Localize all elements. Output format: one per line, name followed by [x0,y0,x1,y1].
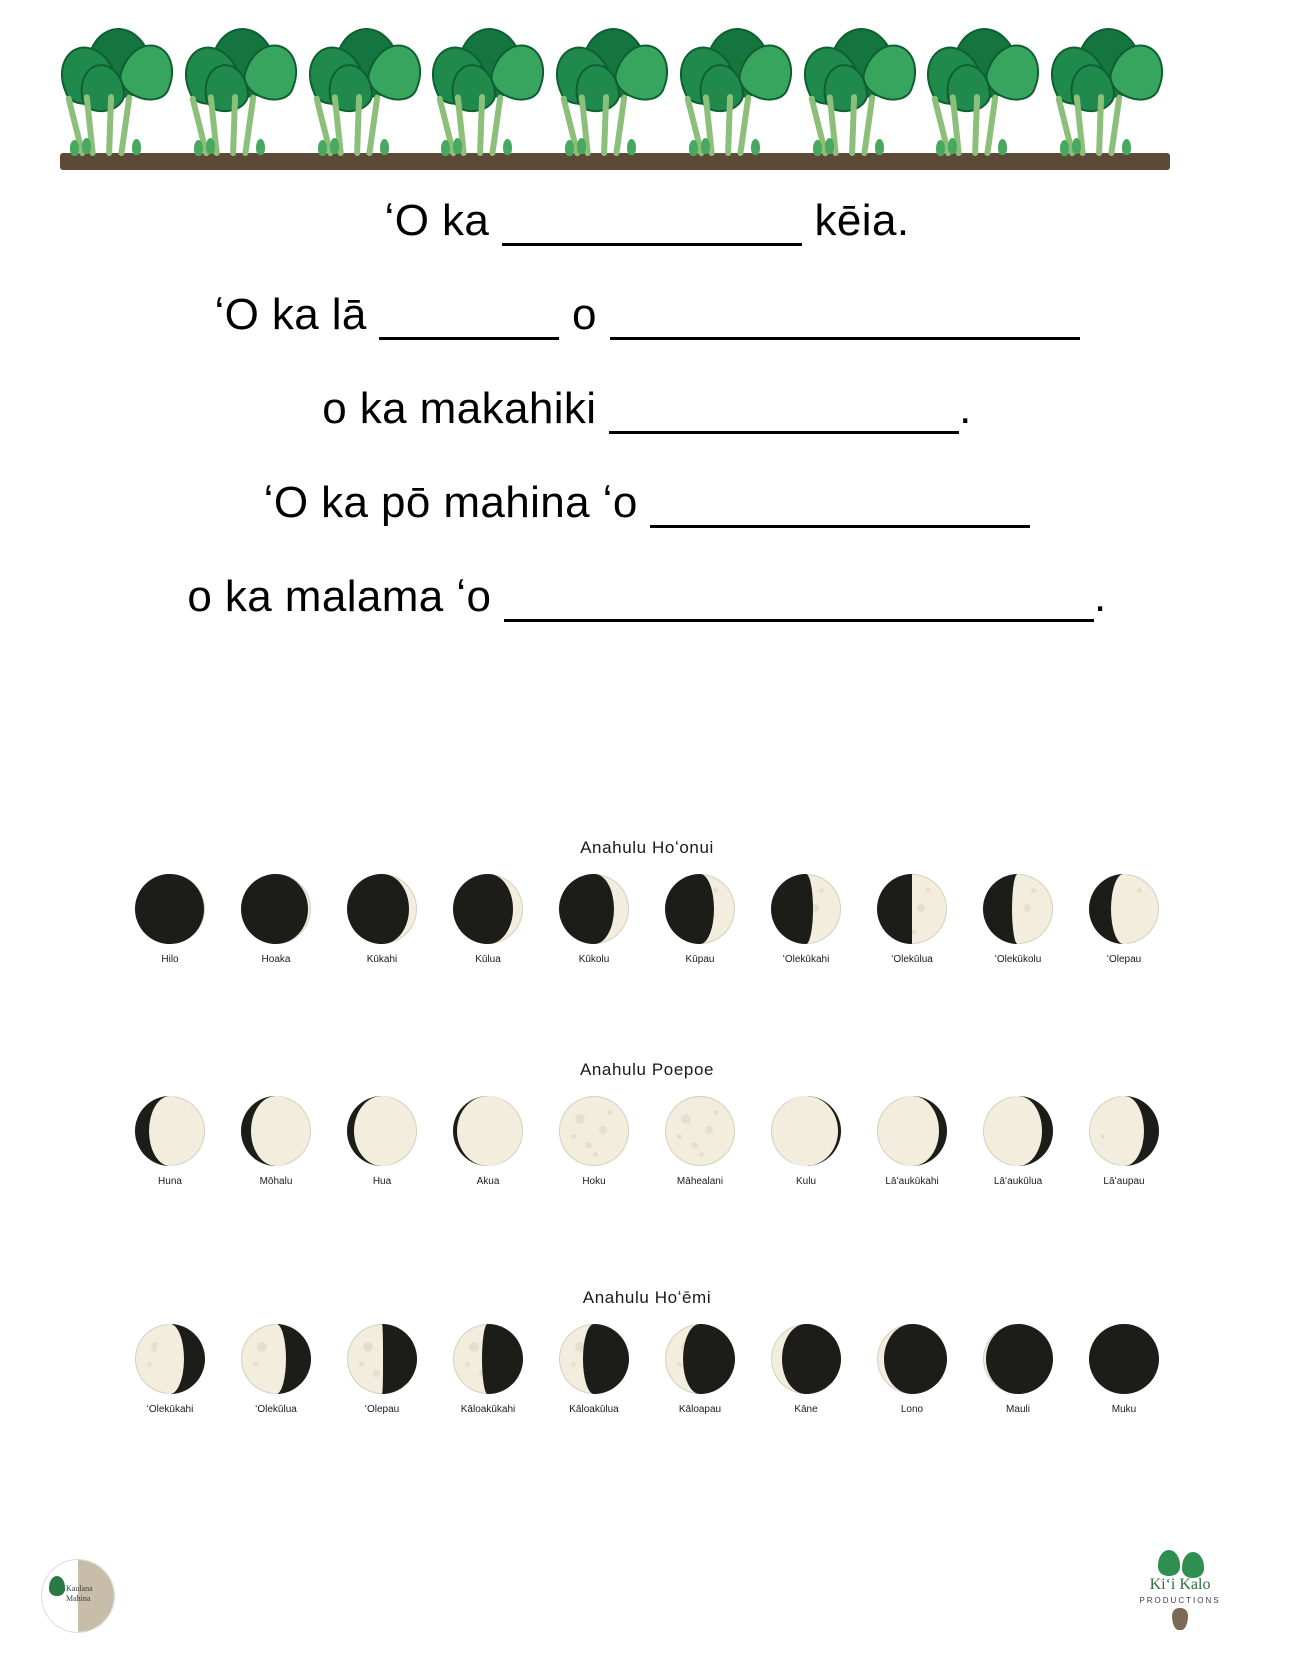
taro-leaf-icon [49,1576,65,1596]
moon-phase-label: Huna [158,1176,182,1187]
taro-stem [725,94,733,156]
moon-phase-icon [665,1096,735,1166]
kii-kalo-productions-logo [1124,1550,1236,1636]
moon-phase-label: ʻOlekūlua [891,954,933,965]
moon-phase-item [343,874,421,965]
moon-phase-icon [877,1324,947,1394]
moon-phase-item [555,1096,633,1187]
moon-phase-row [0,1324,1294,1415]
moon-terminator [354,1096,410,1166]
taro-plant [60,28,180,156]
moon-crater [1137,888,1142,893]
taro-sprout [701,138,710,154]
moon-phase-icon [877,874,947,944]
moon-terminator [149,1096,191,1166]
moon-crater [359,1362,364,1367]
fill-in-blank[interactable] [609,391,959,434]
moon-phase-item [237,1096,315,1187]
taro-stem [601,94,609,156]
taro-plant [926,28,1046,156]
moon-crater [571,1134,576,1139]
moon-phase-label: Mōhalu [259,1176,293,1187]
moon-phase-item [661,1096,739,1187]
moon-crater [819,888,824,893]
sentence-text: kēia. [801,196,910,245]
moon-phase-icon [771,874,841,944]
moon-phase-icon [347,1324,417,1394]
moon-crater [677,1362,682,1367]
moon-terminator [457,1096,519,1166]
moon-crater [593,1152,598,1157]
moon-terminator [986,1324,1050,1394]
moon-crater [363,1342,373,1352]
moon-phase-icon [453,1096,523,1166]
worksheet-sentences [0,196,1294,666]
taro-stem [230,94,238,156]
moon-phase-label: Kūkolu [578,954,610,965]
moon-crater [607,1110,612,1115]
moon-crater [147,1362,152,1367]
moon-phase-icon [453,874,523,944]
taro-sprout [256,139,265,155]
moon-crater [469,1342,479,1352]
moon-terminator [686,874,714,944]
moon-terminator [799,874,813,944]
moon-crater [681,1114,691,1124]
taro-sprout [318,140,327,156]
moon-phase-label: Hoaka [261,954,291,965]
moon-phase-icon [877,1096,947,1166]
taro-sprout [751,139,760,155]
moon-terminator [994,1096,1042,1166]
moon-terminator [774,1096,838,1166]
moon-phase-item [873,1324,951,1415]
taro-sprout [70,140,79,156]
moon-phase-icon [453,1324,523,1394]
moon-phase-item [767,1324,845,1415]
taro-sprout [1072,138,1081,154]
moon-terminator [574,874,613,944]
moon-terminator [482,1324,493,1394]
moon-phase-icon [135,1096,205,1166]
moon-phase-label: Hilo [161,954,179,965]
moon-phase-label: ʻOlekūkahi [782,954,830,965]
moon-crater [699,1152,704,1157]
moon-phase-row [0,874,1294,965]
taro-sprout [206,138,215,154]
taro-stem [849,94,857,156]
kii-kalo-subtitle: PRODUCTIONS [1139,1596,1221,1605]
taro-sprout [936,140,945,156]
taro-stem [972,94,980,156]
moon-phase-item [343,1324,421,1415]
sentence-text: . [1093,572,1107,621]
moon-phase-icon [347,874,417,944]
moon-shadow [382,1324,417,1394]
kaulana-mahina-logo-text [66,1584,93,1604]
moon-terminator [1111,874,1136,944]
moon-phase-icon [559,1096,629,1166]
moon-phase-item [1085,1096,1163,1187]
taro-sprout [503,139,512,155]
sentence-text: o ka malama ʻo [187,572,504,621]
sentence-text: . [959,384,972,433]
moon-phase-label: Hua [372,1176,392,1187]
moon-phase-label: Mauli [1006,1404,1030,1415]
moon-terminator [136,874,203,944]
taro-leaf-icon-right [1182,1552,1204,1578]
moon-crater [713,1110,718,1115]
moon-terminator [244,874,308,944]
moon-crater [465,1362,470,1367]
line-3 [0,384,1294,434]
moon-crater [585,1142,592,1149]
moon-phase-icon [241,1324,311,1394]
moon-phase-item [449,874,527,965]
moon-phase-label: ʻOlekūkolu [994,954,1042,965]
moon-phase-icon [135,1324,205,1394]
taro-sprout [453,138,462,154]
taro-plant [679,28,799,156]
fill-in-blank[interactable] [504,579,1094,622]
moon-crater [691,1142,698,1149]
anahulu-title: Anahulu Poepoe [579,1060,715,1079]
moon-phase-item [1085,1324,1163,1415]
moon-phase-row [0,1096,1294,1187]
moon-phase-item [767,1096,845,1187]
moon-phase-icon [241,1096,311,1166]
taro-sprout [82,138,91,154]
taro-plant [555,28,675,156]
moon-phase-icon [665,1324,735,1394]
sentence-text: o ka makahiki [322,384,610,433]
moon-phase-item [131,1324,209,1415]
taro-sprout [380,139,389,155]
moon-phase-icon [1089,1096,1159,1166]
moon-phase-label: ʻOlepau [1106,954,1142,965]
moon-phase-icon [347,1096,417,1166]
moon-phase-label: Lāʻaupau [1103,1176,1145,1187]
moon-phase-label: Māhealani [676,1176,724,1187]
fill-in-blank[interactable] [379,297,559,340]
moon-crater [677,1134,682,1139]
moon-crater [713,888,718,893]
taro-sprout [948,138,957,154]
taro-sprout [627,139,636,155]
moon-phase-label: Akua [476,1176,500,1187]
moon-terminator [266,1324,286,1394]
moon-phase-item [237,874,315,965]
taro-sprout [825,138,834,154]
moon-phase-item [449,1096,527,1187]
moon-phase-item [661,1324,739,1415]
moon-crater [571,1362,576,1367]
moon-phase-item [555,1324,633,1415]
logo-line-1: Kaulana [66,1584,93,1593]
moon-terminator [884,1324,940,1394]
taro-stem [354,94,362,156]
taro-sprout [565,140,574,156]
anahulu-title: Anahulu Hoʻēmi [582,1288,712,1307]
taro-stem [1096,94,1104,156]
moon-phase-item [343,1096,421,1187]
moon-phase-icon [1089,1324,1159,1394]
moon-phase-icon [771,1324,841,1394]
moon-phase-label: ʻOlepau [364,1404,400,1415]
logo-line-2: Mahina [66,1594,91,1603]
moon-phase-item [555,874,633,965]
anahulu-title: Anahulu Hoʻonui [580,838,714,857]
moon-shadow [877,874,912,944]
taro-plant [431,28,551,156]
line-2 [0,290,1294,340]
moon-phase-label: Kāne [794,1404,818,1415]
moon-phase-icon [241,874,311,944]
taro-leaf-icon-left [1158,1550,1180,1576]
sentence-text: ʻO ka [384,196,502,245]
moon-phase-item [979,1096,1057,1187]
taro-corm-icon [1172,1608,1188,1630]
moon-phase-icon [771,1096,841,1166]
moon-phase-label: Kūkahi [366,954,398,965]
moon-crater [373,1370,380,1377]
taro-sprout [1060,140,1069,156]
moon-phase-icon [983,1096,1053,1166]
moon-crater [705,1126,713,1134]
fill-in-blank[interactable] [610,297,1080,340]
line-5 [0,572,1294,622]
moon-phase-label: Kāloakūlua [569,1404,619,1415]
moon-phase-label: Lono [900,1404,924,1415]
taro-sprout [813,140,822,156]
moon-terminator [251,1096,301,1166]
fill-in-blank[interactable] [502,203,802,246]
moon-phase-item [131,1096,209,1187]
moon-phase-label: Kāloakūkahi [460,1404,516,1415]
moon-crater [1031,888,1036,893]
moon-crater [1023,904,1031,912]
taro-sprout [330,138,339,154]
moon-crater [575,1114,585,1124]
kaulana-mahina-logo [42,1560,114,1632]
moon-phase-label: Muku [1111,1404,1137,1415]
moon-phase-label: Kāloapau [678,1404,722,1415]
moon-phase-icon [665,874,735,944]
moon-phase-item [979,874,1057,965]
moon-crater [599,1126,607,1134]
moon-crater [925,888,930,893]
moon-phase-item [979,1324,1057,1415]
moon-phase-label: Kulu [795,1176,816,1187]
moon-phase-label: Lāʻaukūkahi [885,1176,939,1187]
moon-section-3 [0,1288,1294,1415]
moon-phase-icon [559,874,629,944]
moon-phase-item [237,1324,315,1415]
sentence-text: ʻO ka lā [214,290,380,339]
moon-shadow [1089,1324,1159,1394]
moon-terminator [885,1096,938,1166]
moon-phase-label: Lāʻaukūlua [993,1176,1043,1187]
moon-phase-label: ʻOlekūlua [255,1404,297,1415]
moon-phase-icon [1089,874,1159,944]
moon-terminator [1012,874,1023,944]
moon-section-1 [0,838,1294,965]
moon-phase-item [131,874,209,965]
moon-phase-label: Hoku [582,1176,606,1187]
taro-sprout [689,140,698,156]
taro-sprout [132,139,141,155]
kii-kalo-title: Kiʻi Kalo [1149,1576,1211,1593]
moon-phase-icon [983,1324,1053,1394]
sentence-text: o [559,290,610,339]
taro-sprout [194,140,203,156]
taro-sprout [1122,139,1131,155]
taro-plant [308,28,428,156]
moon-terminator [683,1324,717,1394]
moon-terminator [355,874,408,944]
taro-sprout [998,139,1007,155]
moon-phase-item [1085,874,1163,965]
taro-sprout [875,139,884,155]
moon-phase-label: Kūlua [475,954,501,965]
moon-terminator [156,1324,184,1394]
taro-stem [477,94,485,156]
taro-sprout [577,138,586,154]
moon-terminator [464,874,513,944]
moon-phase-icon [135,874,205,944]
line-1 [0,196,1294,246]
moon-phase-icon [559,1324,629,1394]
moon-phase-item [767,874,845,965]
line-4 [0,478,1294,528]
taro-plant [184,28,304,156]
moon-phase-icon [983,874,1053,944]
moon-phase-item [873,874,951,965]
taro-plant [1050,28,1170,156]
moon-phase-item [449,1324,527,1415]
moon-terminator [583,1324,605,1394]
moon-crater [253,1362,258,1367]
taro-plant [803,28,923,156]
moon-section-2 [0,1060,1294,1187]
moon-phase-item [873,1096,951,1187]
taro-sprout [441,140,450,156]
taro-stem [106,94,114,156]
moon-terminator [1104,1096,1143,1166]
taro-plant-banner [60,18,1170,178]
moon-phase-label: ʻOlekūkahi [146,1404,194,1415]
moon-phase-item [661,874,739,965]
sentence-text: ʻO ka pō mahina ʻo [263,478,651,527]
fill-in-blank[interactable] [650,485,1030,528]
moon-phase-label: Kūpau [685,954,715,965]
moon-crater [917,904,925,912]
moon-terminator [782,1324,830,1394]
